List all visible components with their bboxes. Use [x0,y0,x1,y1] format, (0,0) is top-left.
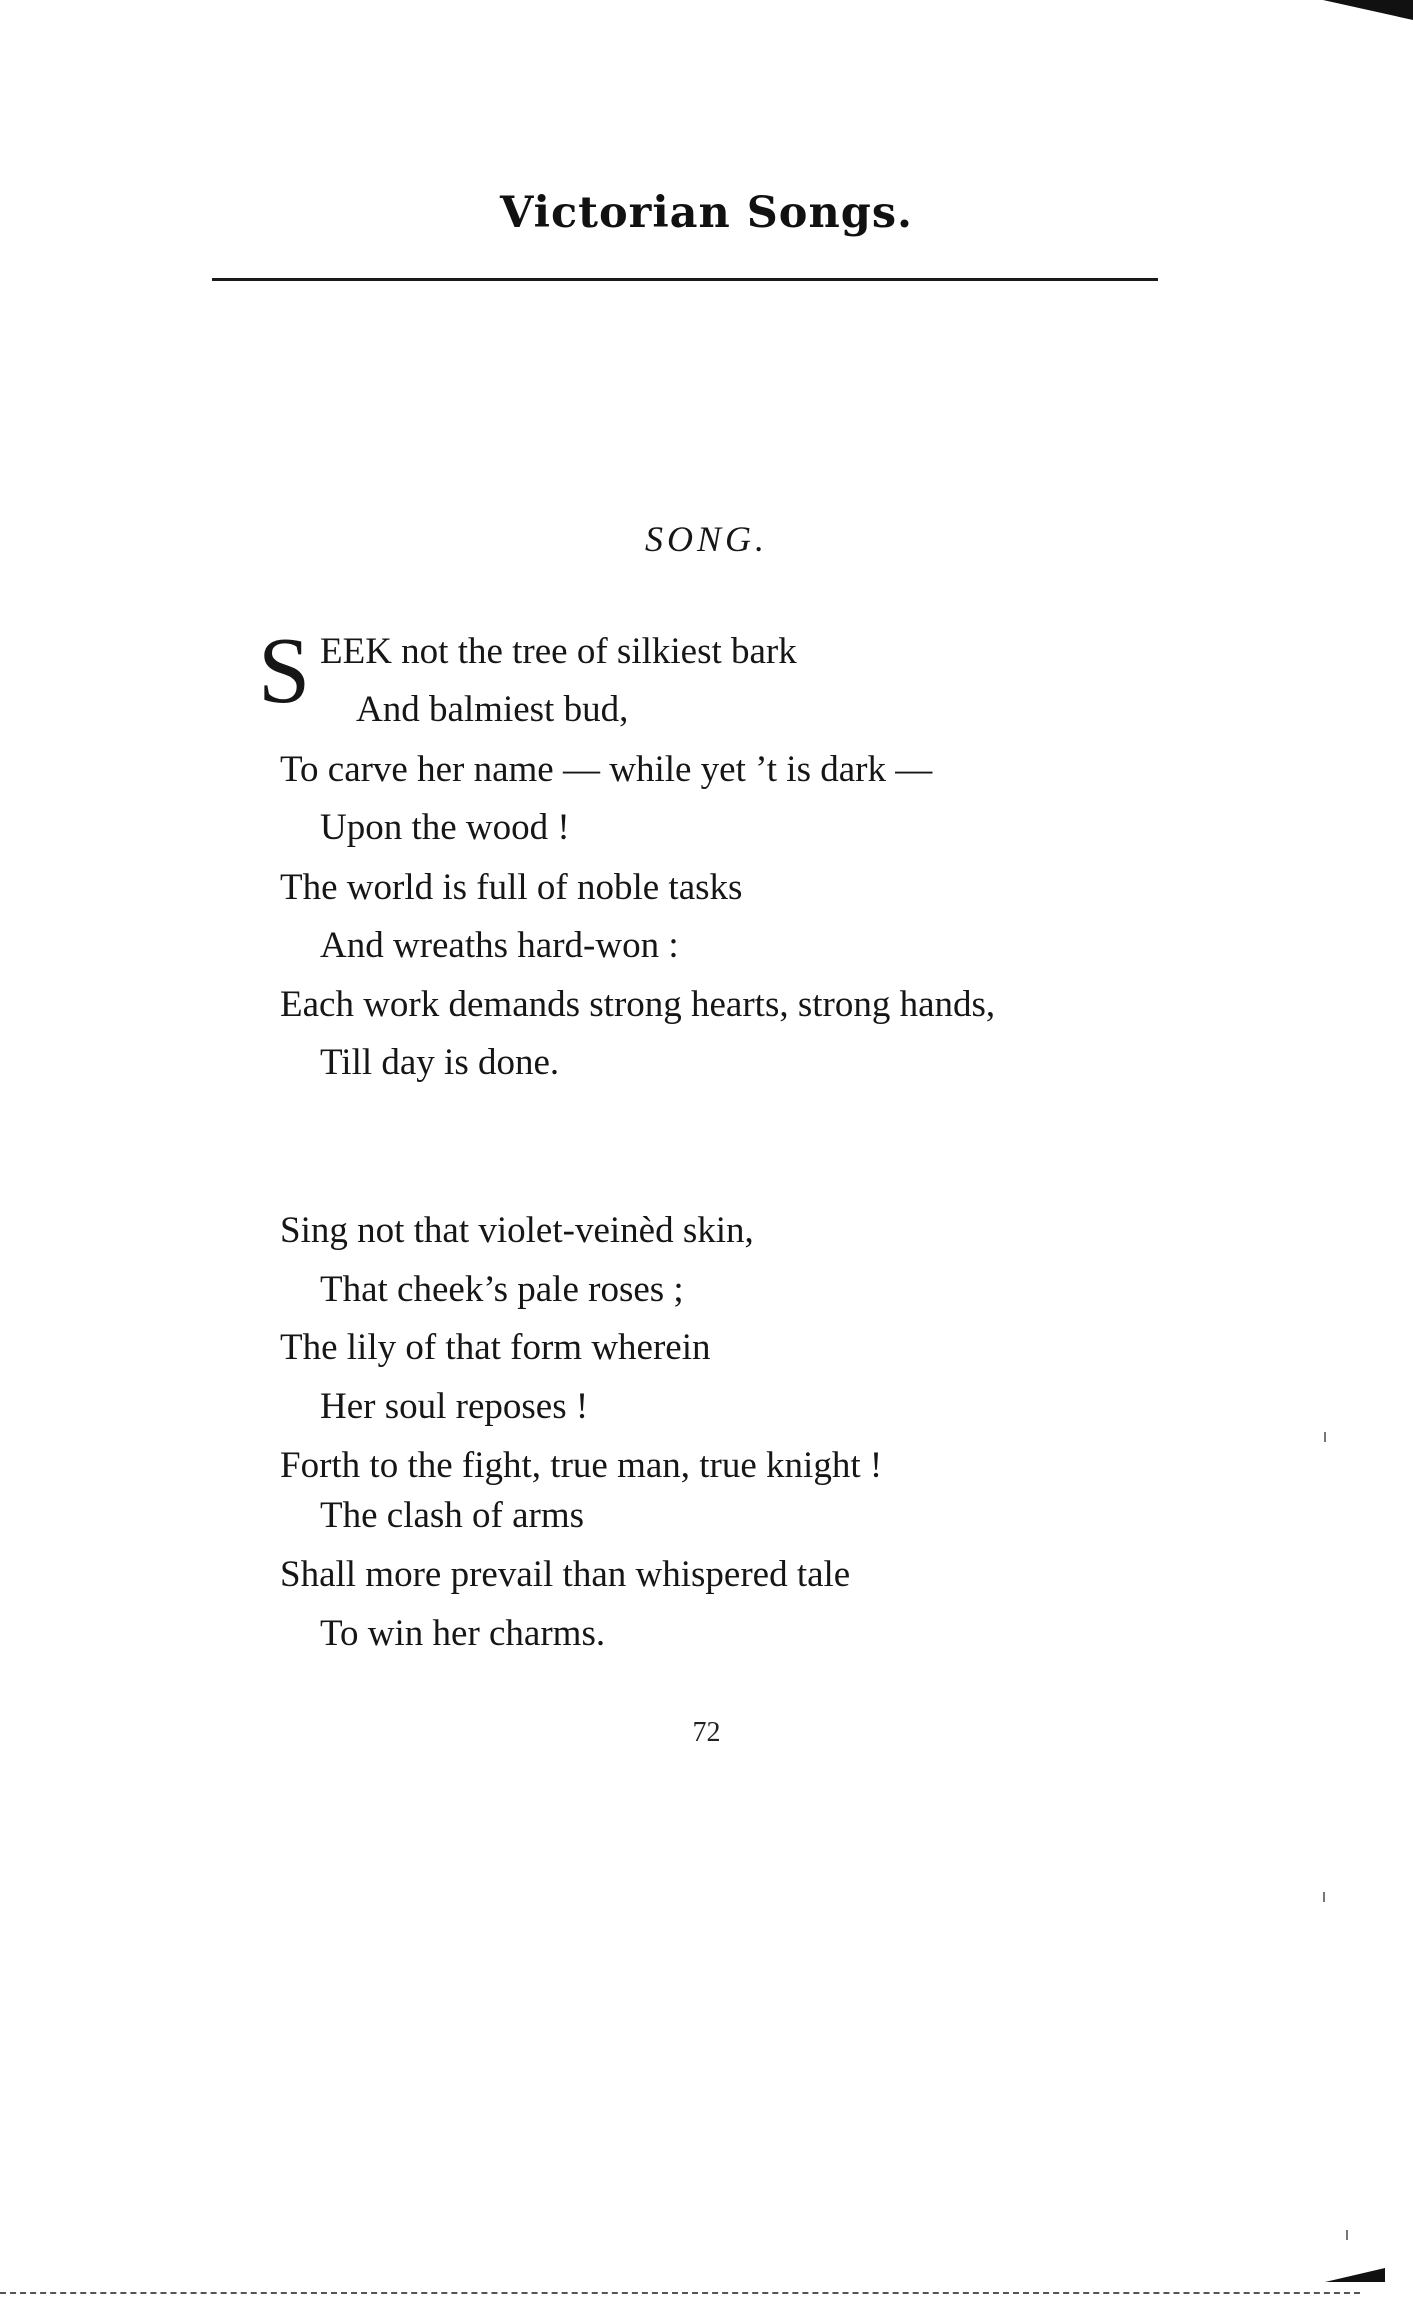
verse-line: Each work demands strong hearts, strong hands, [280,984,996,1025]
verse-line: The clash of arms [320,1495,585,1536]
verse-line: To carve her name — while yet ’t is dark — [280,749,933,790]
verse-line: And wreaths hard-won : [320,925,679,966]
verse-line: Sing not that violet-veinèd skin, [280,1210,754,1251]
page-corner-mark [1323,0,1413,20]
page-corner-mark [1325,2268,1385,2282]
header-rule [212,278,1158,281]
verse-line: That cheek’s pale roses ; [320,1269,684,1310]
verse-line: Forth to the fight, true man, true knight ! [280,1445,883,1486]
verse-line: Upon the wood ! [320,807,570,848]
verse-line: The world is full of noble tasks [280,867,743,908]
verse-line: Till day is done. [320,1042,560,1083]
scan-edge-rule [0,2292,1360,2296]
verse-line: To win her charms. [320,1613,606,1654]
scan-speck [1346,2230,1348,2240]
verse-line: And balmiest bud, [356,689,629,730]
running-head: Victorian Songs. [500,188,913,238]
verse-line: EEK not the tree of silkiest bark [320,631,797,672]
poem-title: SONG. [644,519,768,559]
verse-line: Her soul reposes ! [320,1386,589,1427]
scan-speck [1323,1892,1325,1902]
drop-cap: S [258,619,311,723]
page-number: 72 [692,1717,721,1748]
verse-line: The lily of that form wherein [280,1327,711,1368]
verse-line: Shall more prevail than whispered tale [280,1554,851,1595]
scan-speck [1324,1432,1326,1442]
